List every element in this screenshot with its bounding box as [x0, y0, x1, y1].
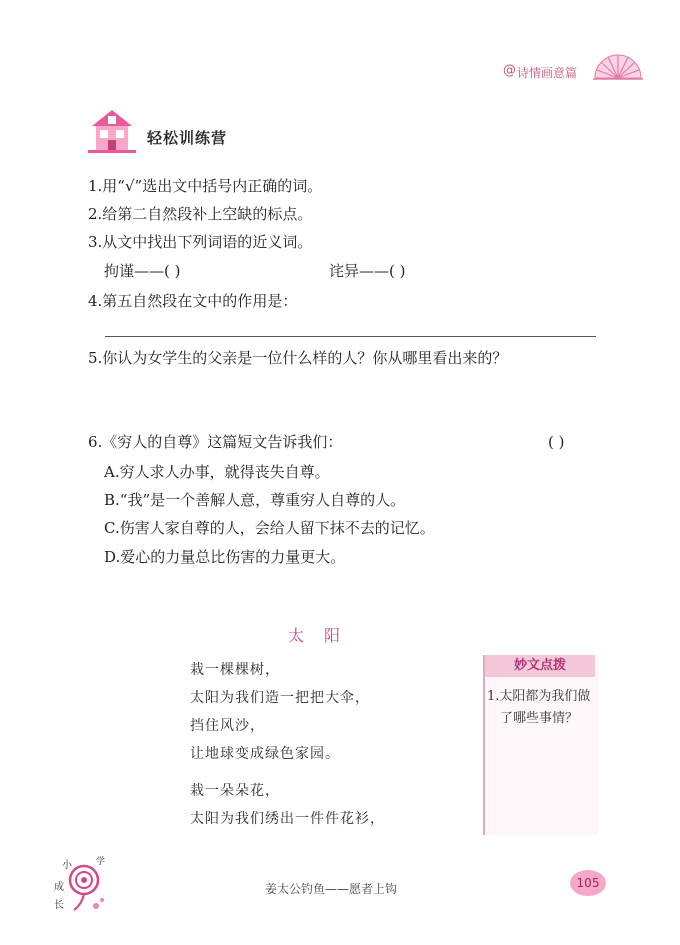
tip-question-line-1: 1.太阳都为我们做: [487, 689, 591, 704]
fan-decoration-icon: [593, 48, 643, 80]
page-number: 105: [570, 870, 606, 896]
question-6-bracket[interactable]: ( ): [548, 433, 565, 451]
at-symbol: @: [503, 63, 516, 78]
question-3-term-b: 诧异——( ): [329, 262, 406, 280]
question-3: 3.从文中找出下列词语的近义词。: [88, 233, 313, 251]
question-5: 5.你认为女学生的父亲是一位什么样的人？你从哪里看出来的？: [88, 349, 508, 367]
option-d: D.爱心的力量总比伤害的力量更大。: [104, 548, 346, 566]
poem-line: 太阳为我们绣出一件件花衫，: [190, 811, 385, 827]
house-icon: [84, 108, 140, 154]
tip-box-title: 妙文点拨: [485, 655, 595, 677]
tip-box: [483, 655, 598, 835]
svg-text:小: 小: [62, 860, 72, 871]
question-1: 1.用“√”选出文中括号内正确的词。: [88, 177, 323, 195]
poem-line: 太阳为我们造一把把大伞，: [190, 690, 370, 706]
question-4: 4.第五自然段在文中的作用是：: [88, 292, 298, 310]
answer-line[interactable]: [105, 336, 596, 337]
poem-line: 栽一朵朵花，: [190, 783, 280, 799]
svg-text:成: 成: [54, 882, 64, 893]
growth-logo-icon: [52, 856, 112, 916]
question-6: 6.《穷人的自尊》这篇短文告诉我们：: [88, 433, 343, 451]
svg-text:长: 长: [54, 900, 64, 911]
poem-line: 让地球变成绿色家园。: [190, 746, 340, 762]
question-2: 2.给第二自然段补上空缺的标点。: [88, 205, 313, 223]
footer-proverb: 姜太公钓鱼——愿者上钩: [265, 882, 398, 896]
option-c: C.伤害人家自尊的人，会给人留下抹不去的记忆。: [104, 519, 435, 537]
poem-line: 挡住风沙，: [190, 718, 265, 734]
tip-question-line-2: 了哪些事情？: [500, 711, 579, 726]
question-3-term-a: 拘谨——( ): [104, 262, 181, 280]
poem-line: 栽一棵棵树，: [190, 662, 280, 678]
option-a: A.穷人求人办事，就得丧失自尊。: [104, 463, 330, 481]
option-b: B.“我”是一个善解人意，尊重穷人自尊的人。: [104, 491, 406, 509]
section-title: 轻松训练营: [147, 129, 228, 147]
header-label: 诗情画意篇: [517, 66, 578, 80]
poem-title: 太阳: [288, 626, 361, 645]
svg-text:学: 学: [96, 857, 106, 867]
